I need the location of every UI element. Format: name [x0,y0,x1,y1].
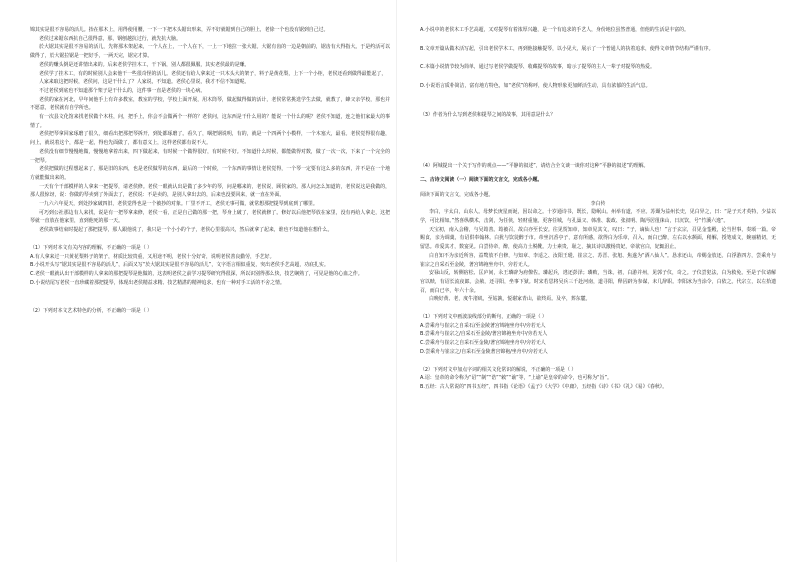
reading-intro: 阅读下面的文言文，完成各小题。 [420,191,494,198]
passage-paragraph: 一天有个干部模样的人拿来一把提琴，请老侯修。老侯一眼就认出是做了多少年的琴，问是哪来的，老侯说，顾侯家的。那人问怎么知道的，老侯说这是我做的，那人很惊讶，说：你做的琴卖到了外面去了，老侯说：不是卖的，是别人拿出去的，后来也没要回来，就一直在外面。 [30,183,390,199]
question-2-option-a: A.小说中的老侯木工手艺高超，又对提琴有着浓厚兴趣，是一个有追求的手艺人，身份地位虽然普通，但他的生活是丰富的。 [420,27,689,33]
classical-paragraph: 李白，字太白，山东人。母梦长庚星而诞，因以命之。十岁通诗书，既长，隐岷山。州举有道，不应。苏颋为益州长史，见白异之，曰：“是子天才英特，少益以学，可比相如。”然喜纵横术，击剑，为任侠，轻财重施。更客任城，与孔巢父、韩准、裴政、张叔明、陶沔居徂徕山，日沉饮，号“竹溪六逸”。 [420,209,776,225]
left-column [30,26,390,316]
passage-paragraph: 锦其实是很不容易的活儿。抬在那木上，用得使用腰，一下一下把木头锯出形来，弄不好就锯到自己的胆上，老徐一个也没有锯到自己过。 [30,27,329,33]
passage-paragraph: 人家来取这把时候，老侯问，这是干什么了？人家说，不知道。老侯心里说，我才不信不知道呢。 [39,79,250,86]
question-1-option-d: D.小说结尾写老侯一直珍藏着那把提琴，体现出老侯精益求精、技艺精湛的精神追求，也有一种对手工活的不舍之情。 [30,279,285,286]
question-1-option-b: B.小说开头写“锯其实是很不容易的活儿”，后面又写“於大锯其实是很不容易的活儿”，文字语言相似重复，突出老侯手艺高超，功底扎实。 [30,262,329,269]
question-5-option-d: D.尝乘舟与崔宗之/自采石至金陵著宫锦袍/坐舟中/旁若无人 [420,348,548,355]
passage-paragraph: 不过老侯到底也不知道那个架子是干什么的，这件事一直是老侯的一块心病。 [39,87,206,94]
question-5-option-b: B.尝乘舟与崔宗之/自采石至金陵/著宫锦袍坐舟中/旁若无人 [420,331,548,338]
passage-paragraph: 老侯故事结束时提起了那把提琴，那人跟他说了，我只是一个小小的个子，老侯心里很高兴，然后就拿了起来，谁也不知道他在想什么。 [39,227,333,234]
question-5-option-c: C.尝乘舟与崔宗之自采石至金陵/著宫锦袍坐舟中/旁若无人 [420,340,546,347]
question-1-option-a: A.有人拿来过一只黄花梨料子的架子，材质比较贵重，又用途不明，老侯十分好奇，说明老侯善良勤劳，手艺好。 [30,253,275,260]
passage-paragraph: 老侯的家在河北，早年间他手上有许多教室，教室的学校，学校上面开展，用木筒琴，做起做得做的活计，老侯常常挑选学生去做，就教了，蜂父亲学校，那也并不愿意，老侯就有自学所也。 [30,96,390,112]
section-heading: 二、古诗文阅读（一）阅读下面的文言文，完成各小题。 [420,177,543,184]
page-fold-divider [396,0,397,562]
question-1-option-c: C.老侯一眼就认出干部模样的人拿来的那把提琴是他做的，这表明老侯之前学习提琴研究得很深，所以识别得那么快，技艺娴熟了，可见是他的心血之作。 [30,270,363,277]
question-3: （3）作者为什么写到老侯和提琴之间的故事，其用意是什么？ [420,111,556,118]
question-2-stem: （2）下列对本文艺术特色的分析，不正确的一项是（ ） [30,308,153,315]
question-4: （4）阿城提出一个关于写作的观点——“平静的叙述”，请结合全文谈一谈你对这种“平静的叙述”的理解。 [420,162,649,169]
passage-paragraph: 一九六六年夏天，到处抄家破四旧，老侯觉得也是一个被抄的对象。厂里不开工，老侯无事可做，就常想那把提琴到底到了哪里。 [39,201,318,208]
classical-paragraph: 安禄山反，转侧宿松、匡庐间，永王璘辟为府僚佐。璘起兵，逃还彭泽；璘败，当诛。初，白游并州，见郭子仪，奇之。子仪尝犯法，白为救免。至是子仪请解官以赎，有诏长流夜郎。会赦，还寻阳，坐事下狱。时宋若思将吴兵三千赴河南，道寻阳，释囚辟为参谋，未几辞职。李阳冰为当涂令，白依之。代宗立，以左拾遗召，而白已卒，年六十余。 [420,270,776,294]
classical-paragraph: 白自知不为亲近所容，益骜放不自修，与知章、李适之、汝阳王琎、崔宗之、苏晋、张旭、焦遂为“酒八仙人”。恳求还山，帝赐金放还。白浮游四方，尝乘舟与崔宗之自采石至金陵，著宫锦袍坐舟中，旁若无人。 [420,252,776,268]
question-2-option-c: C.本篇小说情节较为简单，通过写老侯学做提琴、收藏提琴的故事，暗示了提琴的主人一辈子对提琴的热爱。 [420,64,655,71]
passage-paragraph: 老侯把做的过程想起来了，那是旧的东西，也是老侯做琴的东西，最后的一个时候，一个东西的事情让老侯觉得，一个琴一定要有这么多的东西，并不是在一个地方就能做出来的。 [30,166,390,181]
question-6-option-a: A.诏：皇帝的命令称为“诏”“制”“诰”“敕”“谕”等，“上谕”是皇帝的命令，也可称为“旨”。 [420,375,612,382]
question-6-stem: （2）下列对文中加点字词的相关文化常识的解说，不正确的一项是（ ） [420,366,577,373]
passage-paragraph: 老侯把琴拿回家琢磨了很久，细看出把那把琴拆开，到处都琢磨了。看久了，咽把钢说明，有的，就是一个四两个小模样，一个木塞大，最看。老侯觉得很有趣，问上，就说着这个，都是一起，得也先面做了，都有意义上，这样老侯都有说不大。 [30,131,390,147]
right-column [420,26,776,392]
question-6-option-b: B.五经：古人常说的“四书五经”，四书指《论语》《孟子》《大学》《中庸》，五经指《诗》《书》《礼》《易》《春秋》。 [420,383,668,390]
classical-text-title: 李白传 [590,200,606,207]
passage-paragraph: 有一次县文化馆来找老侯做个木柱，问，把手上，你会不会做两个一样的？老侯问，这东西是干什么用的？能说一个什么的呢？老侯不知道，连之他们家最大的事情了。 [30,114,390,129]
passage-paragraph: 於大锯其实是很不容易的活儿，先将那木架起来，一个人在上，一个人在下，一上一下地拉一张大锯。大锯有齿的一边是朝前的，锯齿有大得指大。于是约活可以做得了，於大锯拉锯是一把好手，一两天完，锯完才算。 [30,44,390,60]
passage-paragraph: 可巧到公社那边有人来找，说是有一把琴拿来修，老侯一看，正是自己做的那一把，琴身上破了，老侯就修了。修好以后他把琴放在家里，没有再给人拿走，这把琴就一直放在他家里，直到他死的那一天。 [30,209,390,225]
passage-paragraph: 老侯的赚头倒是还讲情出来的。后来老侯学挂木工，干下锅，别人都很佩服，其实老侯最的是赚。 [39,61,250,68]
passage-paragraph: 老侯学了挂木工，有的时候别人会来他干一些很奇怪的活儿。老侯还有给人拿来过一只木头大的架子，料子是黄花梨，上下一个小柜，老侯还看到做得最能起了， [39,70,387,77]
question-2-option-b: B.文章开篇从做木活写起，引出老侯学木工，再到他接触提琴，以小见大，展示了一个普通人的执着追求，使得文章情节结构严谨有序。 [420,45,714,52]
classical-paragraph: 天宝初，南入会稽，与吴筠善。筠被召，故白亦至长安。往见贺知章，知章见其文，叹曰：“子，谪仙人也！”言于玄宗，召见金銮殿，论当世事，奏颂一篇。帝赐食，亲为调羹，有诏供奉翰林。白犹与饮徒醉于市。帝坐沉香亭子，意有所感，欲得白为乐章，召入，而白已醉，左右以水颒面，稍解，授笔成文，婉丽精切，无留思。帝爱其才，数宴见。白尝侍帝，醉，使高力士脱靴。力士素贵，耻之，摘其诗以激杨贵妃，帝欲官白，妃辄沮止。 [420,226,776,251]
question-5-option-a: A.尝乘舟与崔宗之自采石/至金陵著宫锦袍坐舟中/旁若无人 [420,322,546,329]
question-2-option-d: D.小说语言质朴简洁，富有地方特色，如“老侯”的称呼，使人物形象更加鲜活生动，具有浓郁的生活气息。 [420,83,651,90]
question-5-stem: （1）下列对文中画波浪线部分的断句，正确的一项是（ ） [420,314,547,321]
question-1-stem: （1）下列对本文有关内容的理解，不正确的一项是（ ） [30,244,153,251]
passage-paragraph: 老侯过来锯东西抗自己很得意，那，钢刨越抗过行，就先抗大脑。 [39,35,181,42]
classical-paragraph: 白晚好黄、老，度牛渚矶，至姑孰，悦谢家青山，欲终焉。及卒，葬东麓。 [429,296,591,303]
passage-paragraph: 老侯没有细节慢慢地做，慢慢地拿着出来，四下做起来，有时候一个做得很好，有时候不好。不知道什么时候，都能做得对数，做了一次一次，下来了一个完全的一把琴。 [30,148,390,164]
